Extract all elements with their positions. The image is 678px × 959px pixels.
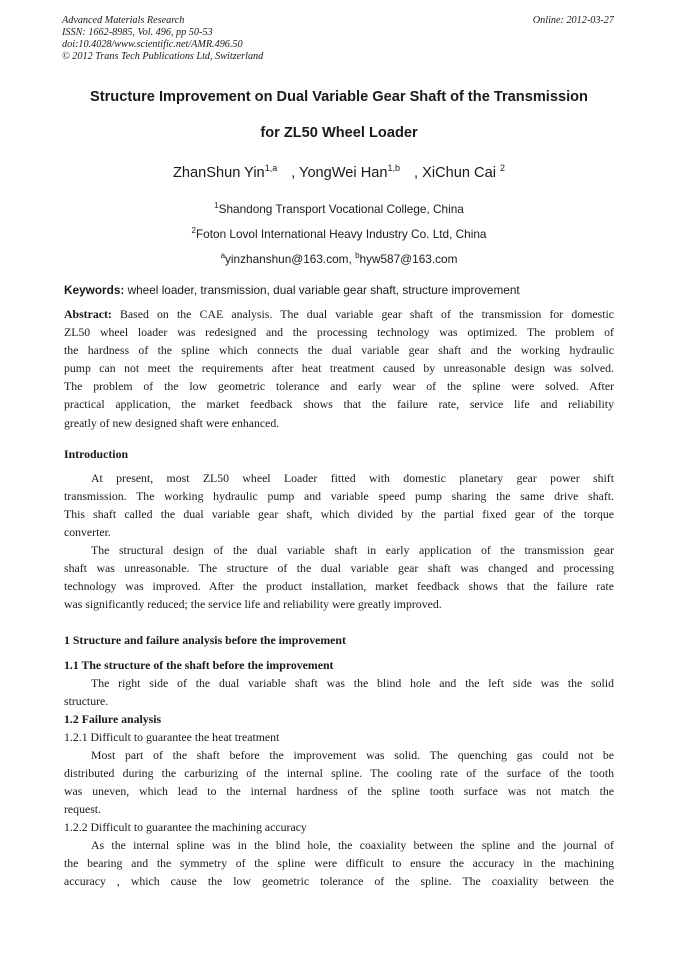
text-line: was significantly reduced; the service life and reliability were greatly improved. — [64, 597, 442, 612]
text-line: transmission. The working hydraulic pump and variable speed pump sharing the same drive shaft. — [64, 489, 614, 504]
subsection-heading-1-2-1: 1.2.1 Difficult to guarantee the heat treatment — [64, 730, 280, 744]
affiliation-1: $^1$Shandong Transport Vocational College, China — [214, 201, 464, 216]
subsection-heading-1-2-2: 1.2.2 Difficult to guarantee the machining accuracy — [64, 820, 307, 834]
text-line: At present, most ZL50 wheel Loader fitted with domestic planetary gear power shift — [91, 471, 614, 485]
text-line: As the internal spline was in the blind hole, the coaxiality between the spline and the journal of — [91, 838, 614, 852]
text-line: pump can not meet the requirements after heat treatment caused by unreasonable design was solved. — [64, 361, 614, 376]
text-line: technology was improved. After the product installation, market feedback shows that the failure rate — [64, 579, 614, 594]
text-line: request. — [64, 802, 102, 817]
text-line: Abstract: Based on the CAE analysis. The dual variable gear shaft of the transmission for domestic — [64, 307, 614, 321]
text-line: ZL50 wheel loader was redesigned and the processing technology was optimized. The problem of — [64, 325, 614, 340]
author-affiliation-marker: 1,a — [264, 163, 278, 173]
author-name: , YongWei Han — [291, 165, 388, 181]
author-affiliation-marker: 2 — [500, 163, 506, 173]
text-line: distributed during the carburizing of the internal spline. The cooling rate of the surface of the tooth — [64, 766, 614, 781]
journal-doi: doi:10.4028/www.scientific.net/AMR.496.50 — [62, 39, 243, 50]
subsection-heading-1-1: 1.1 The structure of the shaft before the improvement — [64, 658, 334, 672]
journal-copyright: © 2012 Trans Tech Publications Ltd, Switzerland — [62, 51, 264, 62]
abstract — [64, 305, 614, 432]
abstract-label: Abstract: — [64, 307, 112, 321]
keywords-text: wheel loader, transmission, dual variable gear shaft, structure improvement — [124, 283, 520, 297]
text-line: the hardness of the spline which connects the dual variable gear shaft and the working hydraulic — [64, 343, 614, 358]
affiliation-2: $^2$Foton Lovol International Heavy Industry Co. Ltd, China — [191, 226, 487, 241]
journal-issn: ISSN: 1662-8985, Vol. 496, pp 50-53 — [62, 27, 213, 38]
author-emails: $^a$yinzhanshun@163.com, $^b$hyw587@163.com — [220, 251, 458, 266]
text-line: converter. — [64, 525, 111, 540]
text-line: the bearing and the symmetry of the spline were difficult to ensure the accuracy in the machining — [64, 856, 614, 871]
text-line: accuracy , which cause the low geometric tolerance of the spline. The coaxiality between the — [64, 874, 614, 889]
text-line: was uneven, which lead to the internal hardness of the spline tooth surface was not match the — [64, 784, 614, 799]
author-name: , XiChun Cai — [414, 165, 500, 181]
subsection-1-1-text — [64, 674, 614, 710]
section-heading-1: 1 Structure and failure analysis before the improvement — [64, 633, 346, 647]
author-affiliation-marker: 1,b — [387, 163, 401, 173]
author-name: ZhanShun Yin — [172, 165, 265, 181]
text-line: The problem of the low geometric tolerance and early wear of the spline were solved. After — [64, 379, 614, 394]
text-line: shaft was unreasonable. The structure of the dual variable gear shaft was changed and processing — [64, 561, 614, 576]
email-link[interactable]: yinzhanshun@163.com, — [225, 252, 356, 266]
author-list — [0, 165, 678, 181]
journal-name: Advanced Materials Research — [62, 15, 185, 26]
online-date: Online: 2012-03-27 — [532, 15, 614, 26]
paper-title-line-2: for ZL50 Wheel Loader — [260, 125, 418, 141]
journal-header — [62, 15, 263, 63]
text-line: The structural design of the dual variable shaft in early application of the transmission gear — [91, 543, 614, 557]
paper-title-line-1: Structure Improvement on Dual Variable Gear Shaft of the Transmission — [90, 89, 588, 105]
text-line: This shaft called the dual variable gear shaft, which divided by the partial fixed gear of the torque — [64, 507, 614, 522]
introduction-paragraph-2 — [64, 541, 614, 613]
subsection-heading-1-2: 1.2 Failure analysis — [64, 712, 162, 726]
text-line: practical application, the market feedback shows that the failure rate, service life and reliability — [64, 397, 614, 412]
subsection-1-2-2-text — [64, 836, 614, 890]
text-line: structure. — [64, 694, 109, 709]
text-line: Most part of the shaft before the improvement was solid. The quenching gas could not be — [91, 748, 614, 762]
subsection-1-2-1-text — [64, 746, 614, 818]
text-line: The right side of the dual variable shaft was the blind hole and the left side was the solid — [91, 676, 614, 690]
section-heading-introduction: Introduction — [64, 447, 129, 461]
introduction-paragraph-1 — [64, 469, 614, 541]
text-line: greatly of new designed shaft were enhanced. — [64, 415, 280, 430]
keywords-label: Keywords: — [64, 283, 125, 297]
email-link[interactable]: hyw587@163.com — [359, 252, 458, 266]
keywords — [64, 283, 520, 297]
